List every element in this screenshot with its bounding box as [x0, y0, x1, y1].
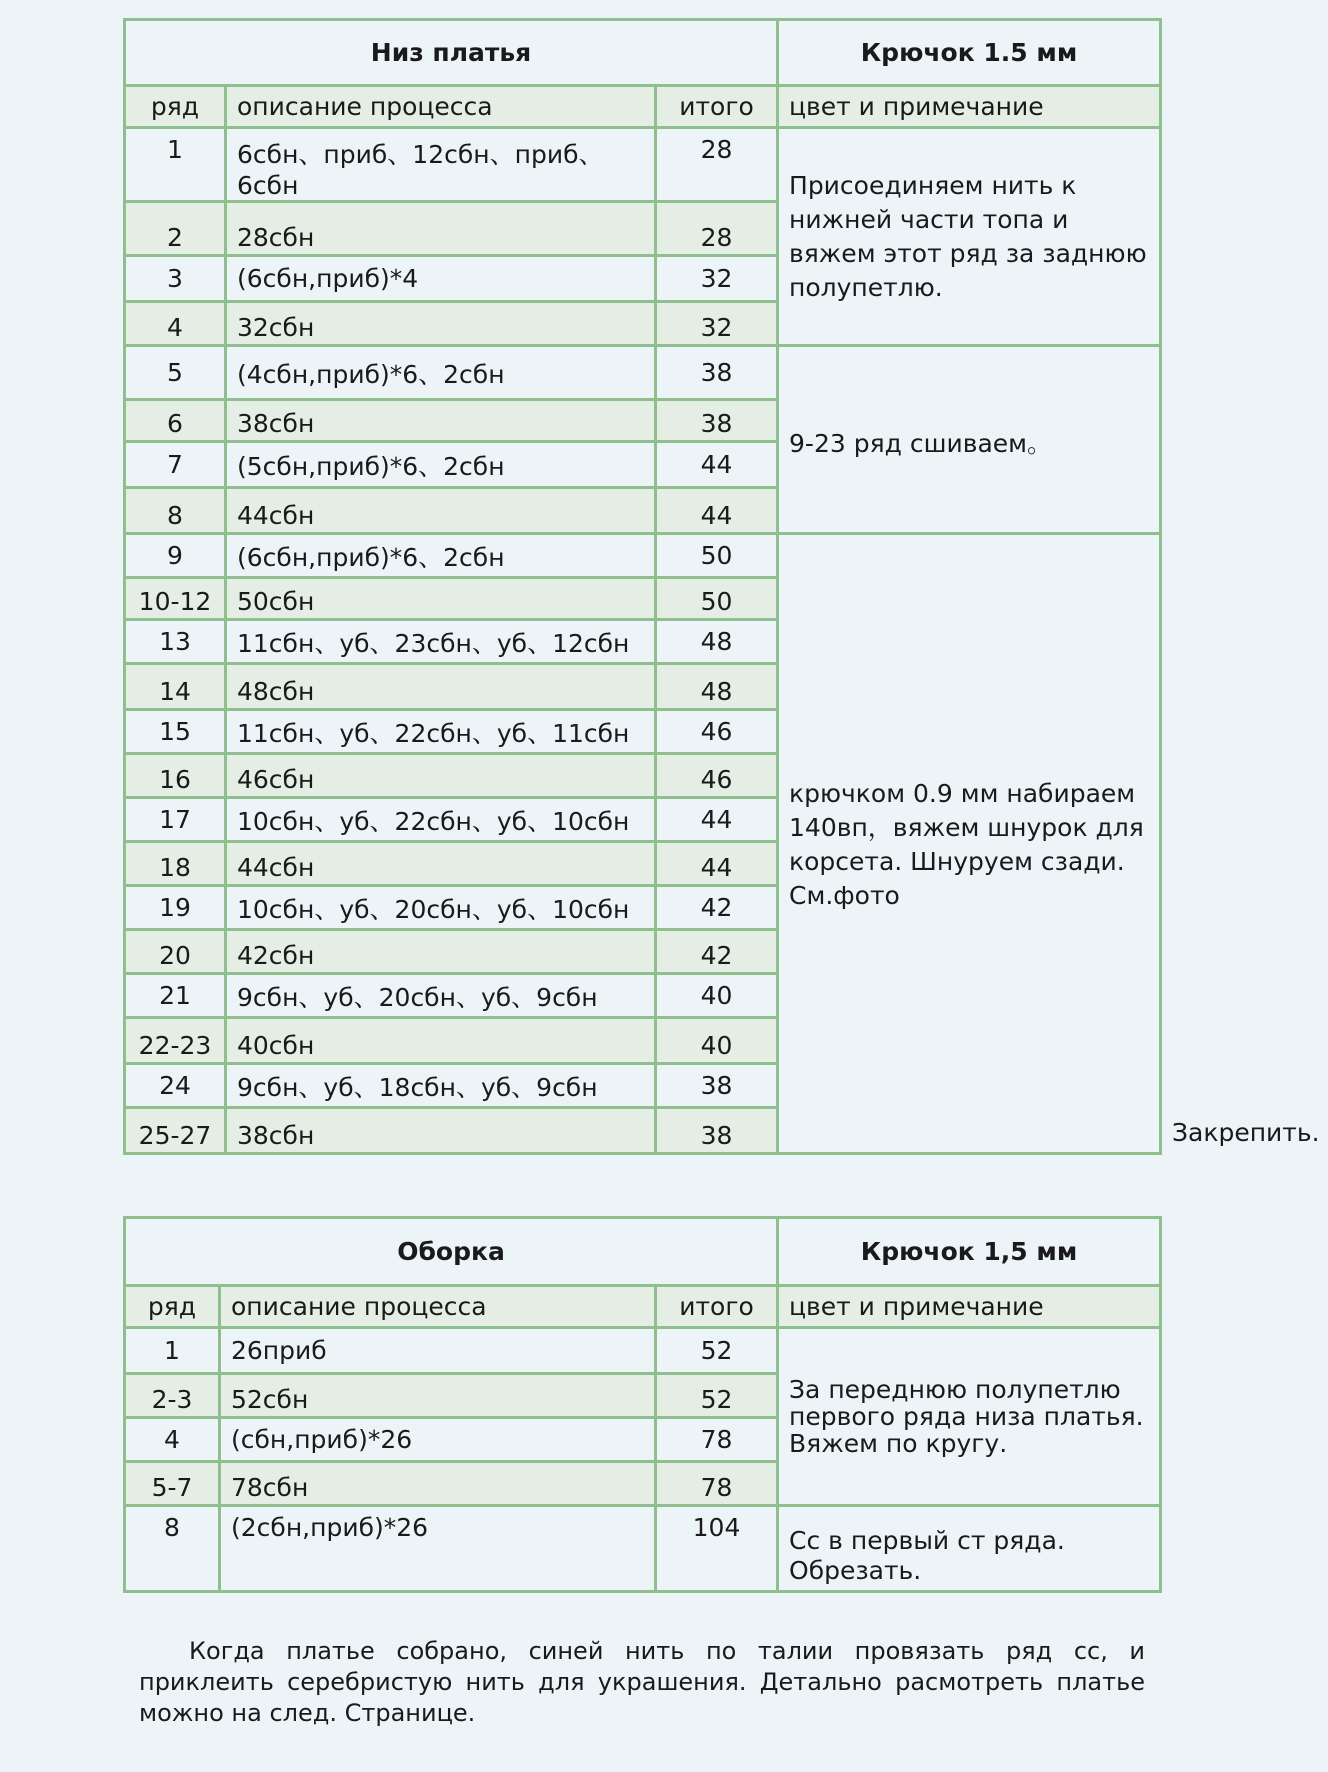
table-row [125, 1506, 1161, 1592]
row-total: 78 [656, 1418, 778, 1462]
row-description: 26приб [220, 1328, 656, 1374]
row-number: 5-7 [125, 1462, 220, 1506]
row-number: 14 [125, 664, 226, 710]
row-description: (6сбн,приб)*4 [226, 256, 656, 302]
row-description: (6сбн,приб)*6、2сбн [226, 534, 656, 578]
row-number: 8 [125, 488, 226, 534]
row-number: 5 [125, 346, 226, 400]
row-total: 46 [656, 754, 778, 798]
row-description: 11сбн、уб、22сбн、уб、11сбн [226, 710, 656, 754]
row-description: 32сбн [226, 302, 656, 346]
row-total: 40 [656, 1018, 778, 1064]
table1-header-row: ряд [125, 86, 226, 128]
row-number: 1 [125, 128, 226, 202]
row-total: 38 [656, 400, 778, 442]
row-number: 4 [125, 1418, 220, 1462]
row-description: (сбн,приб)*26 [220, 1418, 656, 1462]
row-description: 9сбн、уб、18сбн、уб、9сбн [226, 1064, 656, 1108]
row-description: 52сбн [220, 1374, 656, 1418]
row-number: 21 [125, 974, 226, 1018]
row-total: 38 [656, 1108, 778, 1154]
row-number: 3 [125, 256, 226, 302]
row-description: 28сбн [226, 202, 656, 256]
table1-title: Низ платья [125, 20, 778, 86]
table1-header-total: итого [656, 86, 778, 128]
row-description: 42сбн [226, 930, 656, 974]
row-number: 1 [125, 1328, 220, 1374]
row-number: 8 [125, 1506, 220, 1592]
row-description: 10сбн、уб、22сбн、уб、10сбн [226, 798, 656, 842]
row-total: 28 [656, 202, 778, 256]
row-total: 50 [656, 578, 778, 620]
table-row: 25-27 38сбн 38 Закрепить. [125, 1108, 1161, 1154]
row-number: 20 [125, 930, 226, 974]
table2-header-total: итого [656, 1286, 778, 1328]
table-row [125, 128, 1161, 202]
row-total: 42 [656, 886, 778, 930]
row-total: 104 [656, 1506, 778, 1592]
table2-header-desc: описание процесса [220, 1286, 656, 1328]
row-number: 9 [125, 534, 226, 578]
row-total: 44 [656, 442, 778, 488]
row-number: 13 [125, 620, 226, 664]
row-description: 44сбн [226, 488, 656, 534]
dress-bottom-table [123, 18, 1320, 1155]
row-number: 25-27 [125, 1108, 226, 1154]
row-number: 18 [125, 842, 226, 886]
row-description: (4сбн,приб)*6、2сбн [226, 346, 656, 400]
row-description: 48сбн [226, 664, 656, 710]
row-total: 52 [656, 1374, 778, 1418]
note-sew-rows: 9-23 ряд сшиваем。 [778, 346, 1161, 534]
row-total: 38 [656, 346, 778, 400]
row-number: 22-23 [125, 1018, 226, 1064]
note-attach-thread: Присоединяем нить к нижней части топа и вяжем этот ряд за заднюю полупетлю. [778, 128, 1161, 346]
row-description: 10сбн、уб、20сбн、уб、10сбн [226, 886, 656, 930]
row-description: (5сбн,приб)*6、2сбн [226, 442, 656, 488]
ruffle-table [123, 1216, 1162, 1593]
row-total: 44 [656, 842, 778, 886]
row-total: 78 [656, 1462, 778, 1506]
row-description: 46сбн [226, 754, 656, 798]
table2-header-note: цвет и примечание [778, 1286, 1161, 1328]
row-total: 38 [656, 1064, 778, 1108]
row-number: 10-12 [125, 578, 226, 620]
row-description: 50сбн [226, 578, 656, 620]
row-number: 7 [125, 442, 226, 488]
row-number: 24 [125, 1064, 226, 1108]
row-description: 38сбн [226, 1108, 656, 1154]
table2-title: Оборка [125, 1218, 778, 1286]
row-total: 40 [656, 974, 778, 1018]
row-number: 15 [125, 710, 226, 754]
table-row [125, 346, 1161, 400]
row-description: 11сбн、уб、23сбн、уб、12сбн [226, 620, 656, 664]
row-description: 78сбн [220, 1462, 656, 1506]
row-description: 40сбн [226, 1018, 656, 1064]
row-description: 38сбн [226, 400, 656, 442]
row-description: (2сбн,приб)*26 [220, 1506, 656, 1592]
row-total: 48 [656, 620, 778, 664]
row-number: 16 [125, 754, 226, 798]
row-total: 48 [656, 664, 778, 710]
table1-header-note: цвет и примечание [778, 86, 1161, 128]
row-description: 9сбн、уб、20сбн、уб、9сбн [226, 974, 656, 1018]
table-row [125, 1328, 1161, 1374]
footer-text: Когда платье собрано, синей нить по талии провязать ряд сс, и приклеить серебристую нить для украшения. Детально расмотреть платье можно на след. Странице. [139, 1637, 1145, 1727]
table1-header-desc: описание процесса [226, 86, 656, 128]
row-number: 6 [125, 400, 226, 442]
row-total: 52 [656, 1328, 778, 1374]
row-number: 2 [125, 202, 226, 256]
row-number: 19 [125, 886, 226, 930]
row-total: 46 [656, 710, 778, 754]
row-number: 2-3 [125, 1374, 220, 1418]
row-total: 32 [656, 256, 778, 302]
row-total: 50 [656, 534, 778, 578]
row-total: 44 [656, 798, 778, 842]
row-description: 44сбн [226, 842, 656, 886]
table2-header-row: ряд [125, 1286, 220, 1328]
note-front-loop: За переднюю полупетлю первого ряда низа платья. Вяжем по кругу. [778, 1328, 1161, 1506]
row-total: 42 [656, 930, 778, 974]
table1-hook: Крючок 1.5 мм [778, 20, 1161, 86]
row-description: 6сбн、приб、12сбн、приб、6сбн [226, 128, 656, 202]
footer-note [139, 1636, 1145, 1729]
row-number: 17 [125, 798, 226, 842]
row-total: 32 [656, 302, 778, 346]
table2-hook: Крючок 1,5 мм [778, 1218, 1161, 1286]
row-number: 4 [125, 302, 226, 346]
table-row [125, 534, 1161, 578]
note-finish: Сс в первый ст ряда. Обрезать. [778, 1506, 1161, 1592]
note-corset-lace: крючком 0.9 мм набираем 140вп，вяжем шнурок для корсета. Шнуруем сзади. См.фото [778, 534, 1161, 1154]
row-total: 44 [656, 488, 778, 534]
row-total: 28 [656, 128, 778, 202]
